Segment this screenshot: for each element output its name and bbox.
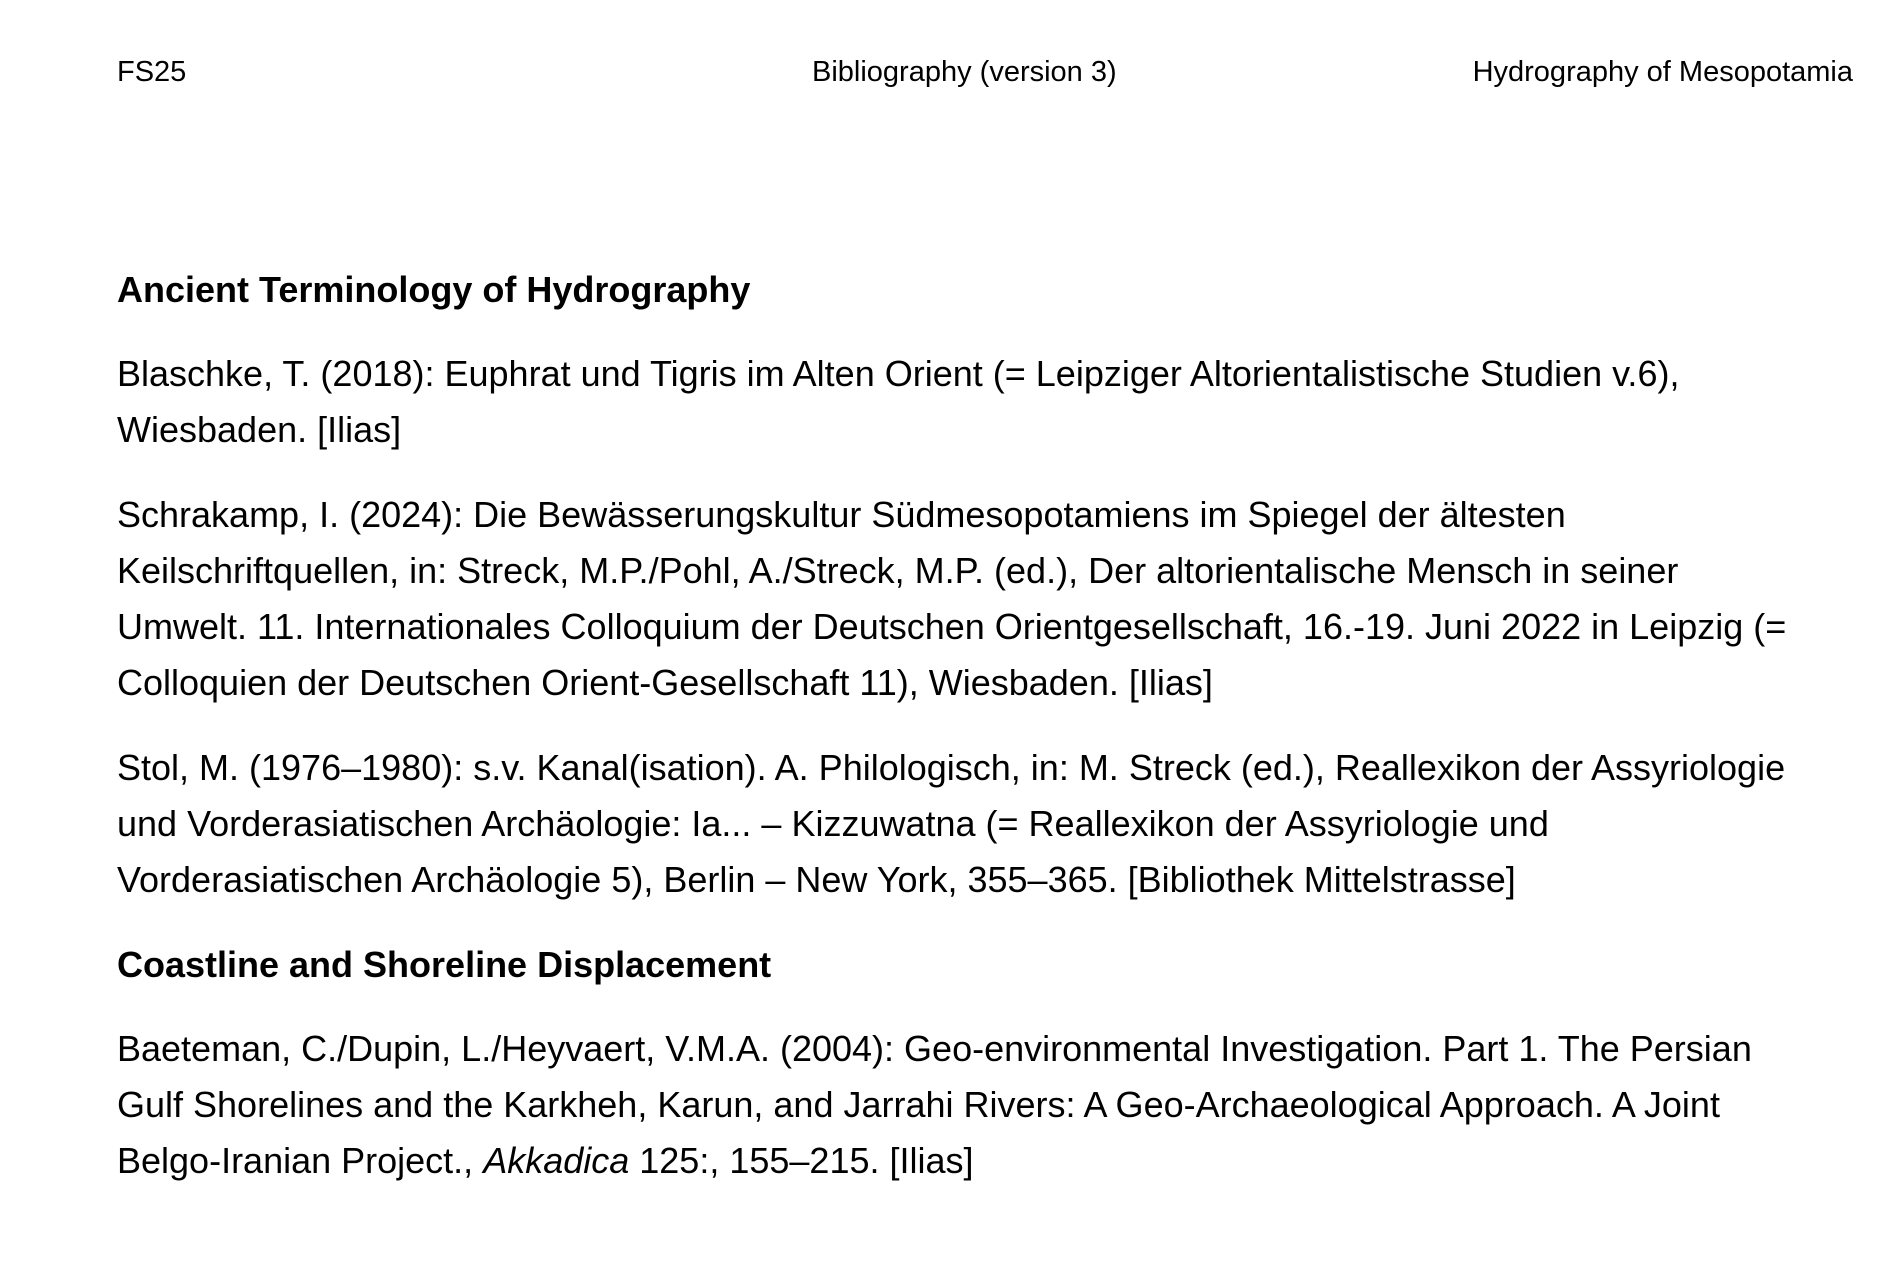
header-topic: Hydrography of Mesopotamia [1472, 56, 1853, 88]
running-header [117, 52, 1853, 92]
bibliography-entry-baeteman [117, 1021, 1817, 1189]
bibliography-entry-stol: Stol, M. (1976–1980): s.v. Kanal(isation). A. Philologisch, in: M. Streck (ed.), Reallexikon der Assyriologie und Vorderasiatischen Archäologie: Ia... – Kizzuwatna (= Reallexikon der Assyriologie und Vorderasiatischen Archäologie 5), Berlin – New York, 355–365. [Bibliothek Mittelstrasse] [117, 747, 1786, 900]
section-heading-coastline: Coastline and Shoreline Displacement [117, 944, 772, 985]
bibliography-entry-schrakamp: Schrakamp, I. (2024): Die Bewässerungskultur Südmesopotamiens im Spiegel der ältesten Keilschriftquellen, in: Streck, M.P./Pohl, A./Streck, M.P. (ed.), Der altorientalische Mensch in seiner Umwelt. 11. Internationales Colloquium der Deutschen Orientgesellschaft, 16.-19. Juni 2022 in Leipzig (= Colloquien der Deutschen Orient-Gesellschaft 11), Wiesbaden. [Ilias] [117, 494, 1787, 703]
header-course-code: FS25 [117, 56, 187, 88]
section-heading-ancient-terminology: Ancient Terminology of Hydrography [117, 269, 751, 310]
entry-text-tail: 125:, 155–215. [Ilias] [629, 1140, 974, 1181]
journal-title: Akkadica [483, 1140, 630, 1181]
header-document-title: Bibliography (version 3) [812, 56, 1117, 88]
bibliography-body [117, 262, 1817, 1218]
entry-text-main: Baeteman, C./Dupin, L./Heyvaert, V.M.A. (2004): Geo-environmental Investigation. Part 1. The Persian Gulf Shorelines and the Karkheh, Karun, and Jarrahi Rivers: A Geo-Archaeological Approach. A Joint Belgo-Iranian Project., [117, 1028, 1752, 1181]
bibliography-entry-blaschke: Blaschke, T. (2018): Euphrat und Tigris im Alten Orient (= Leipziger Altorientalistische Studien v.6), Wiesbaden. [Ilias] [117, 353, 1680, 450]
